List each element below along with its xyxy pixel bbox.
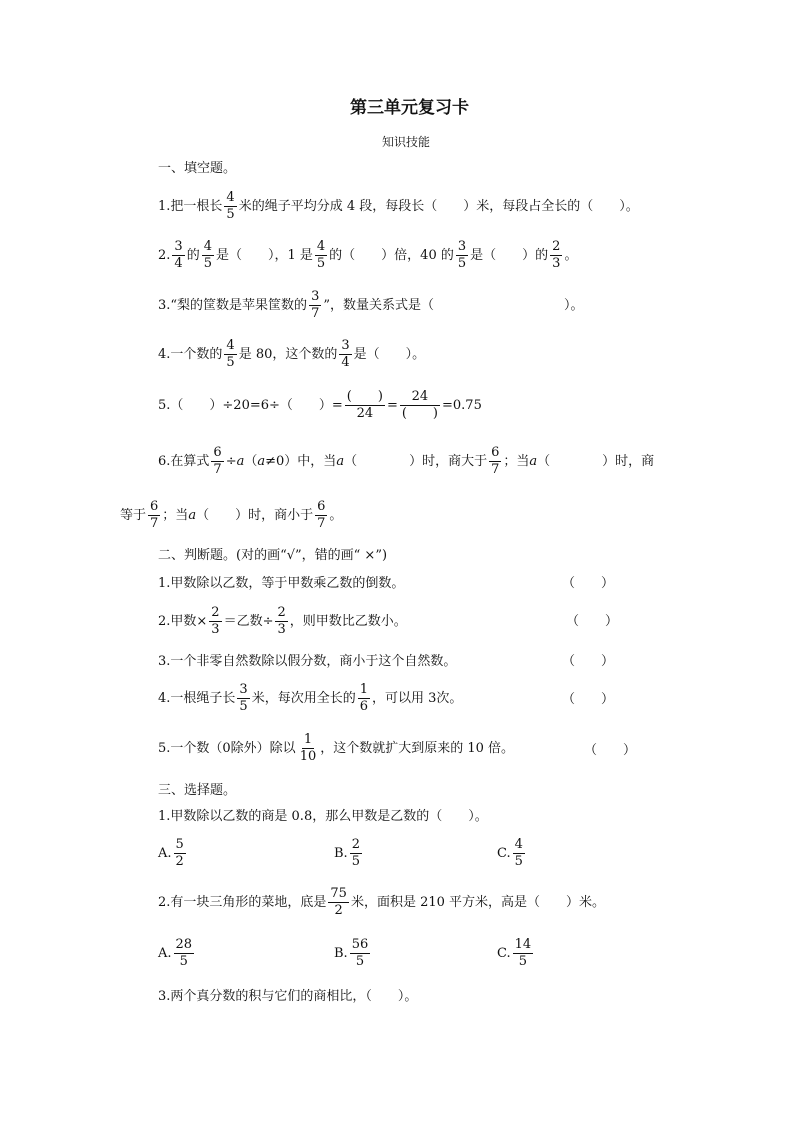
question-1-6-continued xyxy=(120,500,342,530)
fraction: $\frac{6}{7}$ xyxy=(491,445,500,477)
fraction: $\frac{4}{5}$ xyxy=(316,239,326,271)
fraction: $\frac{2}{3}$ xyxy=(277,605,286,637)
fraction: $\frac{4}{5}$ xyxy=(514,837,523,869)
q-text: 。 xyxy=(329,507,343,523)
question-3-3: 3.两个真分数的积与它们的商相比，（ ）。 xyxy=(158,989,418,1004)
variable-a: a xyxy=(529,453,538,469)
q-text: 的 xyxy=(186,247,200,263)
question-2-1: 1.甲数除以乙数，等于甲数乘乙数的倒数。 xyxy=(158,576,405,591)
fraction: $\frac{( )}{24}$ xyxy=(346,389,383,421)
q-text: 4.一根绳子长 xyxy=(158,690,236,706)
q-text: 6.在算式 xyxy=(158,453,210,469)
q-text: （ xyxy=(244,453,258,469)
q-text: 4.一个数的 xyxy=(158,346,223,362)
q-text: （ ）时，商 xyxy=(537,453,655,469)
option-c[interactable] xyxy=(497,838,527,868)
option-label: B. xyxy=(334,845,348,861)
answer-paren[interactable]: （ ） xyxy=(584,743,637,758)
fraction: $\frac{6}{7}$ xyxy=(213,445,222,477)
fraction: $\frac{3}{5}$ xyxy=(457,239,467,271)
question-1-3 xyxy=(158,290,584,320)
fraction: $\frac{4}{5}$ xyxy=(226,338,235,370)
option-label: C. xyxy=(497,945,511,961)
q-text: 2. xyxy=(158,247,171,263)
variable-a: a xyxy=(236,453,245,469)
page-subtitle: 知识技能 xyxy=(382,135,431,149)
section-choice-heading: 三、选择题。 xyxy=(158,783,237,798)
option-label: B. xyxy=(334,945,348,961)
fraction: $\frac{3}{7}$ xyxy=(311,289,320,321)
q-text: 米的绳子平均分成 4 段，每段长（ ）米，每段占全长的（ ）。 xyxy=(238,198,639,214)
fraction: $\frac{24}{( )}$ xyxy=(401,389,439,421)
option-label: C. xyxy=(497,845,511,861)
fraction: $\frac{1}{10}$ xyxy=(299,732,317,764)
question-2-3: 3.一个非零自然数除以假分数，商小于这个自然数。 xyxy=(158,654,457,669)
q-text: 米，面积是 210 平方米，高是（ ）米。 xyxy=(350,894,606,910)
q-text: ÷ xyxy=(225,453,237,469)
question-2-2 xyxy=(158,606,407,636)
fraction: $\frac{1}{6}$ xyxy=(359,682,368,714)
q-text: ；当 xyxy=(503,453,530,469)
q-text: ≠0）中，当 xyxy=(265,453,337,469)
section-fill-blank-heading: 一、填空题。 xyxy=(158,161,237,176)
fraction: $\frac{14}{5}$ xyxy=(514,937,532,969)
section-true-false-heading: 二、判断题。(对的画“√”，错的画“ ×”) xyxy=(158,548,388,563)
option-a[interactable] xyxy=(158,938,196,968)
q-text: 3.“梨的筐数是苹果筐数的 xyxy=(158,297,308,313)
fraction: $\frac{4}{5}$ xyxy=(226,190,235,222)
question-3-1: 1.甲数除以乙数的商是 0.8，那么甲数是乙数的（ ）。 xyxy=(158,809,488,824)
q-text: ，可以用 3次。 xyxy=(371,690,463,706)
fraction: $\frac{56}{5}$ xyxy=(351,937,369,969)
page-title: 第三单元复习卡 xyxy=(350,98,469,118)
q-text: 的（ ）倍，40 的 xyxy=(329,247,454,263)
fraction: $\frac{4}{5}$ xyxy=(203,239,212,271)
answer-paren[interactable]: （ ） xyxy=(566,614,619,629)
q-text: 是 80，这个数的 xyxy=(238,346,338,362)
question-2-4 xyxy=(158,683,462,713)
q-text: ；当 xyxy=(162,507,189,523)
q-text: 是（ ）的 xyxy=(470,247,549,263)
question-1-6 xyxy=(158,446,654,476)
q-text: 2.甲数× xyxy=(158,613,208,629)
q-text: 2.有一块三角形的菜地，底是 xyxy=(158,894,327,910)
q-text: =0.75 xyxy=(442,397,482,413)
option-b[interactable] xyxy=(334,838,364,868)
q-text: 是（ ）。 xyxy=(353,346,426,362)
q-text: 等于 xyxy=(120,507,147,523)
fraction: $\frac{2}{3}$ xyxy=(552,239,561,271)
fraction: $\frac{3}{4}$ xyxy=(341,338,350,370)
q-text: ”，数量关系式是（ ）。 xyxy=(323,297,584,313)
fraction: $\frac{75}{2}$ xyxy=(330,886,347,918)
answer-paren[interactable]: （ ） xyxy=(562,654,615,669)
q-text: 米，每次用全长的 xyxy=(251,690,356,706)
fraction: $\frac{6}{7}$ xyxy=(150,499,159,531)
fraction: $\frac{2}{5}$ xyxy=(351,837,360,869)
option-label: A. xyxy=(158,845,172,861)
q-text: ＝乙数÷ xyxy=(223,613,274,629)
fraction: $\frac{6}{7}$ xyxy=(317,499,326,531)
q-text: 5.（ ）÷20=6÷（ ）= xyxy=(158,397,343,413)
q-text: ，则甲数比乙数小。 xyxy=(289,613,407,629)
question-2-5 xyxy=(158,733,514,763)
q-text: （ ）时，商小于 xyxy=(196,507,314,523)
answer-paren[interactable]: （ ） xyxy=(562,576,615,591)
q-text: 5.一个数（0除外）除以 xyxy=(158,740,296,756)
fraction: $\frac{5}{2}$ xyxy=(175,837,184,869)
option-c[interactable] xyxy=(497,938,535,968)
question-1-5 xyxy=(158,390,482,420)
fraction: $\frac{2}{3}$ xyxy=(211,605,220,637)
question-1-4 xyxy=(158,339,425,369)
option-b[interactable] xyxy=(334,938,372,968)
question-3-2 xyxy=(158,887,605,917)
q-text: 是（ ），1 是 xyxy=(215,247,313,263)
option-a[interactable] xyxy=(158,838,188,868)
fraction: $\frac{3}{5}$ xyxy=(239,682,248,714)
q-text: = xyxy=(386,397,398,413)
variable-a: a xyxy=(257,453,266,469)
q-text: 1.把一根长 xyxy=(158,198,223,214)
fraction: $\frac{28}{5}$ xyxy=(175,937,193,969)
fraction: $\frac{3}{4}$ xyxy=(174,239,183,271)
question-1-1 xyxy=(158,191,639,221)
q-text: （ ）时，商大于 xyxy=(344,453,488,469)
option-label: A. xyxy=(158,945,172,961)
q-text: ，这个数就扩大到原来的 10 倍。 xyxy=(320,740,515,756)
q-text: 。 xyxy=(564,247,578,263)
variable-a: a xyxy=(336,453,345,469)
answer-paren[interactable]: （ ） xyxy=(562,692,615,707)
variable-a: a xyxy=(188,507,197,523)
question-1-2 xyxy=(158,240,577,270)
